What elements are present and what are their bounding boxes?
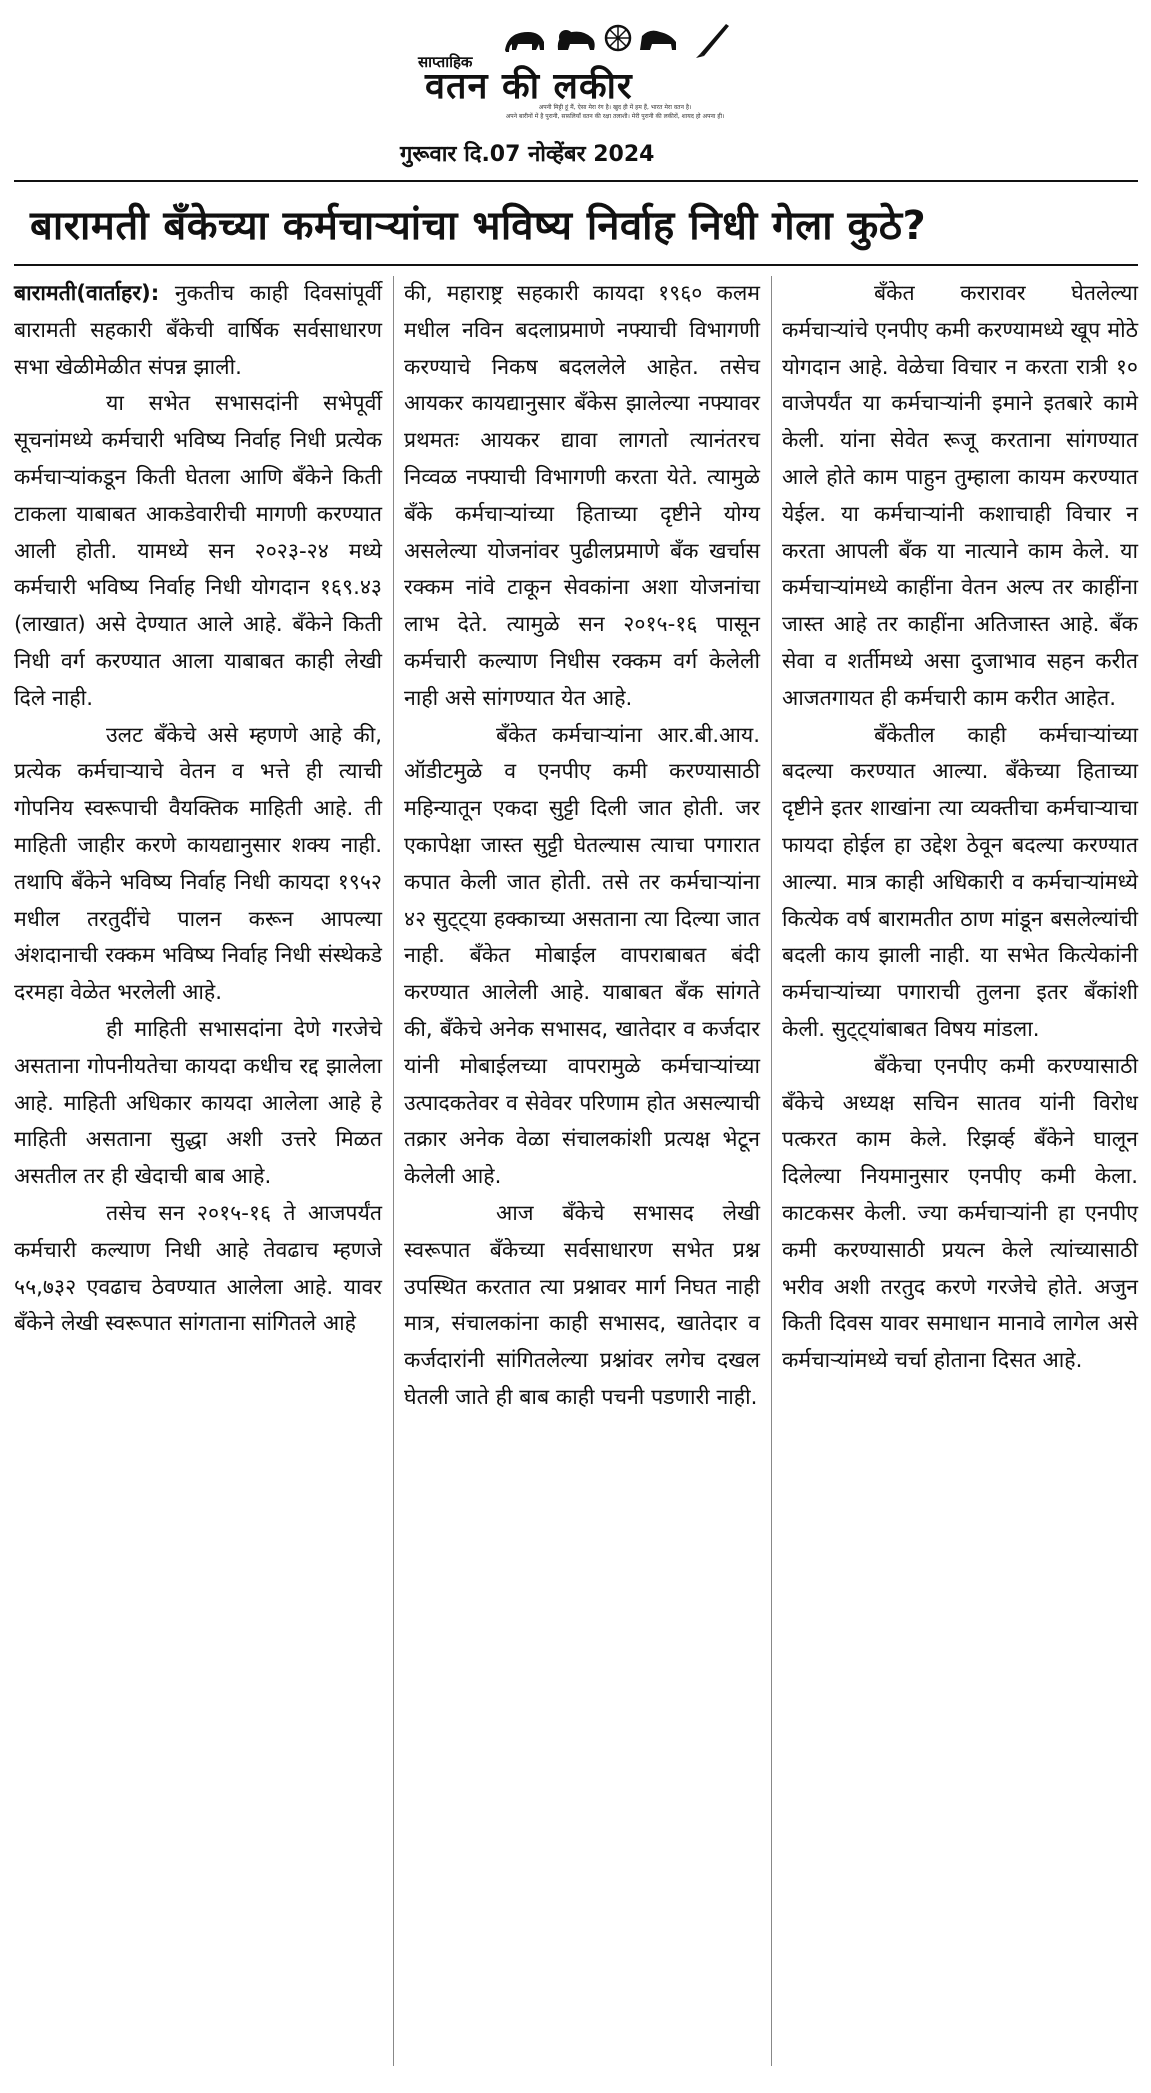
paragraph — [14, 276, 382, 386]
headline-divider — [14, 264, 1138, 266]
paragraph: उलट बँकेचे असे म्हणणे आहे की, प्रत्येक कर्मचाऱ्याचे वेतन व भत्ते ही त्याची गोपनिय स्वरूपाची वैयक्तिक माहिती आहे. ती माहिती जाहीर करणे कायद्यानुसार शक्य नाही. तथापि बँकेने भविष्य निर्वाह निधी कायदा १९५२ मधील तरतुदींचे पालन करून आपल्या अंशदानाची रक्कम भविष्य निर्वाह निधी संस्थेकडे दरमहा वेळेत भरलेली आहे. — [14, 722, 382, 1006]
newspaper-title: वतन की लकीर — [425, 66, 633, 107]
paragraph: बँकेतील काही कर्मचाऱ्यांच्या बदल्या करण्यात आल्या. बँकेच्या हिताच्या दृष्टीने इतर शाखांना त्या व्यक्तीचा कर्मचाऱ्याचा फायदा होईल हा उद्देश ठेवून बदल्या करण्यात आल्या. मात्र काही अधिकारी व कर्मचाऱ्यांमध्ये कित्येक वर्ष बारामतीत ठाण मांडून बसलेल्यांची बदली काय झाली नाही. या सभेत कित्येकांनी कर्मचाऱ्यांच्या पगाराची तुलना इतर बँकांशी केली. सुट्ट्यांबाबत विषय मांडला. — [782, 722, 1138, 1042]
tagline-line-1: अपनी मिट्टी हूं मैं, ऐसा मेरा रंग है। खुद ही में हम हैं, भारत मेरा वतन है। — [538, 104, 692, 111]
paragraph: की, महाराष्ट्र सहकारी कायदा १९६० कलम मधील नविन बदलाप्रमाणे नफ्याची विभागणी करण्याचे निकष बदललेले आहेत. तसेच आयकर कायद्यानुसार बँकेस झालेल्या नफ्यावर प्रथमतः आयकर द्यावा लागतो त्यानंतरच निव्वळ नफ्याची विभागणी करता येते. त्यामुळे बँके कर्मचाऱ्यांच्या हिताच्या दृष्टीने योग्य असलेल्या योजनांवर पुढीलप्रमाणे बँक खर्चास रक्कम नांवे टाकून सेवकांना अशा योजनांचा लाभ देते. त्यामुळे सन २०१५-१६ पासून कर्मचारी कल्याण निधीस रक्कम वर्ग केलेली नाही असे सांगण्यात येत आहे. — [404, 281, 760, 711]
article-column-2 — [404, 276, 760, 1417]
column-divider — [393, 276, 394, 2066]
paragraph: बँकेचा एनपीए कमी करण्यासाठी बँकेचे अध्यक्ष सचिन सातव यांनी विरोध पत्करत काम केले. रिझर्व्ह बँकेने घालून दिलेल्या नियमानुसार एनपीए कमी केला. काटकसर केली. ज्या कर्मचाऱ्यांनी हा एनपीए कमी करण्यासाठी प्रयत्न केले त्यांच्यासाठी भरीव अशी तरतुद करणे गरजेचे होते. अजुन किती दिवस यावर समाधान मानावे लागेल असे कर्मचाऱ्यांमध्ये चर्चा होताना दिसत आहे. — [782, 1053, 1138, 1374]
article-column-1 — [14, 276, 382, 1343]
publication-frequency: साप्ताहिक — [418, 53, 473, 71]
paragraph: ही माहिती सभासदांना देणे गरजेचे असताना गोपनीयतेचा कायदा कधीच रद्द झालेला आहे. माहिती अधिकार कायदा आलेला आहे हे माहिती असताना सुद्धा अशी उत्तरे मिळत असतील तर ही खेदाची बाब आहे. — [14, 1016, 382, 1190]
article-column-3 — [782, 276, 1138, 1380]
paragraph-text: नुकतीच काही दिवसांपूर्वी बारामती सहकारी बँकेची वार्षिक सर्वसाधारण सभा खेळीमेळीत संपन्न झाली. — [14, 281, 382, 380]
article-dateline: बारामती(वार्ताहर): — [14, 281, 160, 306]
paragraph: तसेच सन २०१५-१६ ते आजपर्यंत कर्मचारी कल्याण निधी आहे तेवढाच म्हणजे ५५,७३२ एवढाच ठेवण्यात आलेला आहे. यावर बँकेने लेखी स्वरूपात सांगताना सांगितले आहे — [14, 1200, 382, 1337]
paragraph: बँकेत करारावर घेतलेल्या कर्मचाऱ्यांचे एनपीए कमी करण्यामध्ये खूप मोठे योगदान आहे. वेळेचा विचार न करता रात्री १० वाजेपर्यंत या कर्मचाऱ्यांनी इमाने इतबारे कामे केली. यांना सेवेत रूजू करताना सांगण्यात आले होते काम पाहुन तुम्हाला कायम करण्यात येईल. या कर्मचाऱ्यांनी कशाचाही विचार न करता आपली बँक या नात्याने काम केले. या कर्मचाऱ्यांमध्ये काहींना वेतन अल्प तर काहींना जास्त आहे तर काहींना अतिजास्त आहे. बँक सेवा व शर्तीमध्ये असा दुजाभाव सहन करीत आजतगायत ही कर्मचारी काम करीत आहेत. — [782, 281, 1138, 711]
article-headline: बारामती बँकेच्या कर्मचाऱ्यांचा भविष्य निर्वाह निधी गेला कुठे? — [30, 203, 927, 249]
tagline-line-2: अपने बारीनों में है पुरानी, सफ़लियाँ वतन की रक्षा तलाशी। मेरी पुरानी की लकीरों, शायद हो अपना ही। — [505, 113, 725, 120]
paragraph: या सभेत सभासदांनी सभेपूर्वी सूचनांमध्ये कर्मचारी भविष्य निर्वाह निधी प्रत्येक कर्मचाऱ्यांकडून किती घेतला आणि बँकेने किती टाकला याबाबत आकडेवारीची मागणी करण्यात आली होती. यामध्ये सन २०२३-२४ मध्ये कर्मचारी भविष्य निर्वाह निधी योगदान १६९.४३ (लाखात) असे देण्यात आले आहे. बँकेने किती निधी वर्ग करण्यात आला याबाबत काही लेखी दिले नाही. — [14, 391, 382, 711]
paragraph: आज बँकेचे सभासद लेखी स्वरूपात बँकेच्या सर्वसाधारण सभेत प्रश्न उपस्थित करतात त्या प्रश्नावर मार्ग निघत नाही मात्र, संचालकांना काही सभासद, खातेदार व कर्जदारांनी सांगितलेल्या प्रश्नांवर लगेच दखल घेतली जाते ही बाब काही पचनी पडणारी नाही. — [404, 1200, 760, 1410]
masthead-emblem — [500, 20, 730, 62]
masthead-divider — [14, 180, 1138, 182]
paragraph: बँकेत कर्मचाऱ्यांना आर.बी.आय. ऑडीटमुळे व एनपीए कमी करण्यासाठी महिन्यातून एकदा सुट्टी दिली जात होती. जर एकापेक्षा जास्त सुट्टी घेतल्यास त्याचा पगारात कपात केली जात होती. तसे तर कर्मचाऱ्यांना ४२ सुट्ट्या हक्काच्या असताना त्या दिल्या जात नाही. बँकेत मोबाईल वापराबाबत बंदी करण्यात आलेली आहे. याबाबत बँक सांगते की, बँकेचे अनेक सभासद, खातेदार व कर्जदार यांनी मोबाईलच्या वापरामुळे कर्मचाऱ्यांच्या उत्पादकतेवर व सेवेवर परिणाम होत असल्याची तक्रार अनेक वेळा संचालकांशी प्रत्यक्ष भेटून केलेली आहे. — [404, 722, 760, 1190]
masthead — [0, 0, 1151, 180]
column-divider — [771, 276, 772, 2066]
issue-date: गुरूवार दि.07 नोव्हेंबर 2024 — [400, 142, 655, 167]
